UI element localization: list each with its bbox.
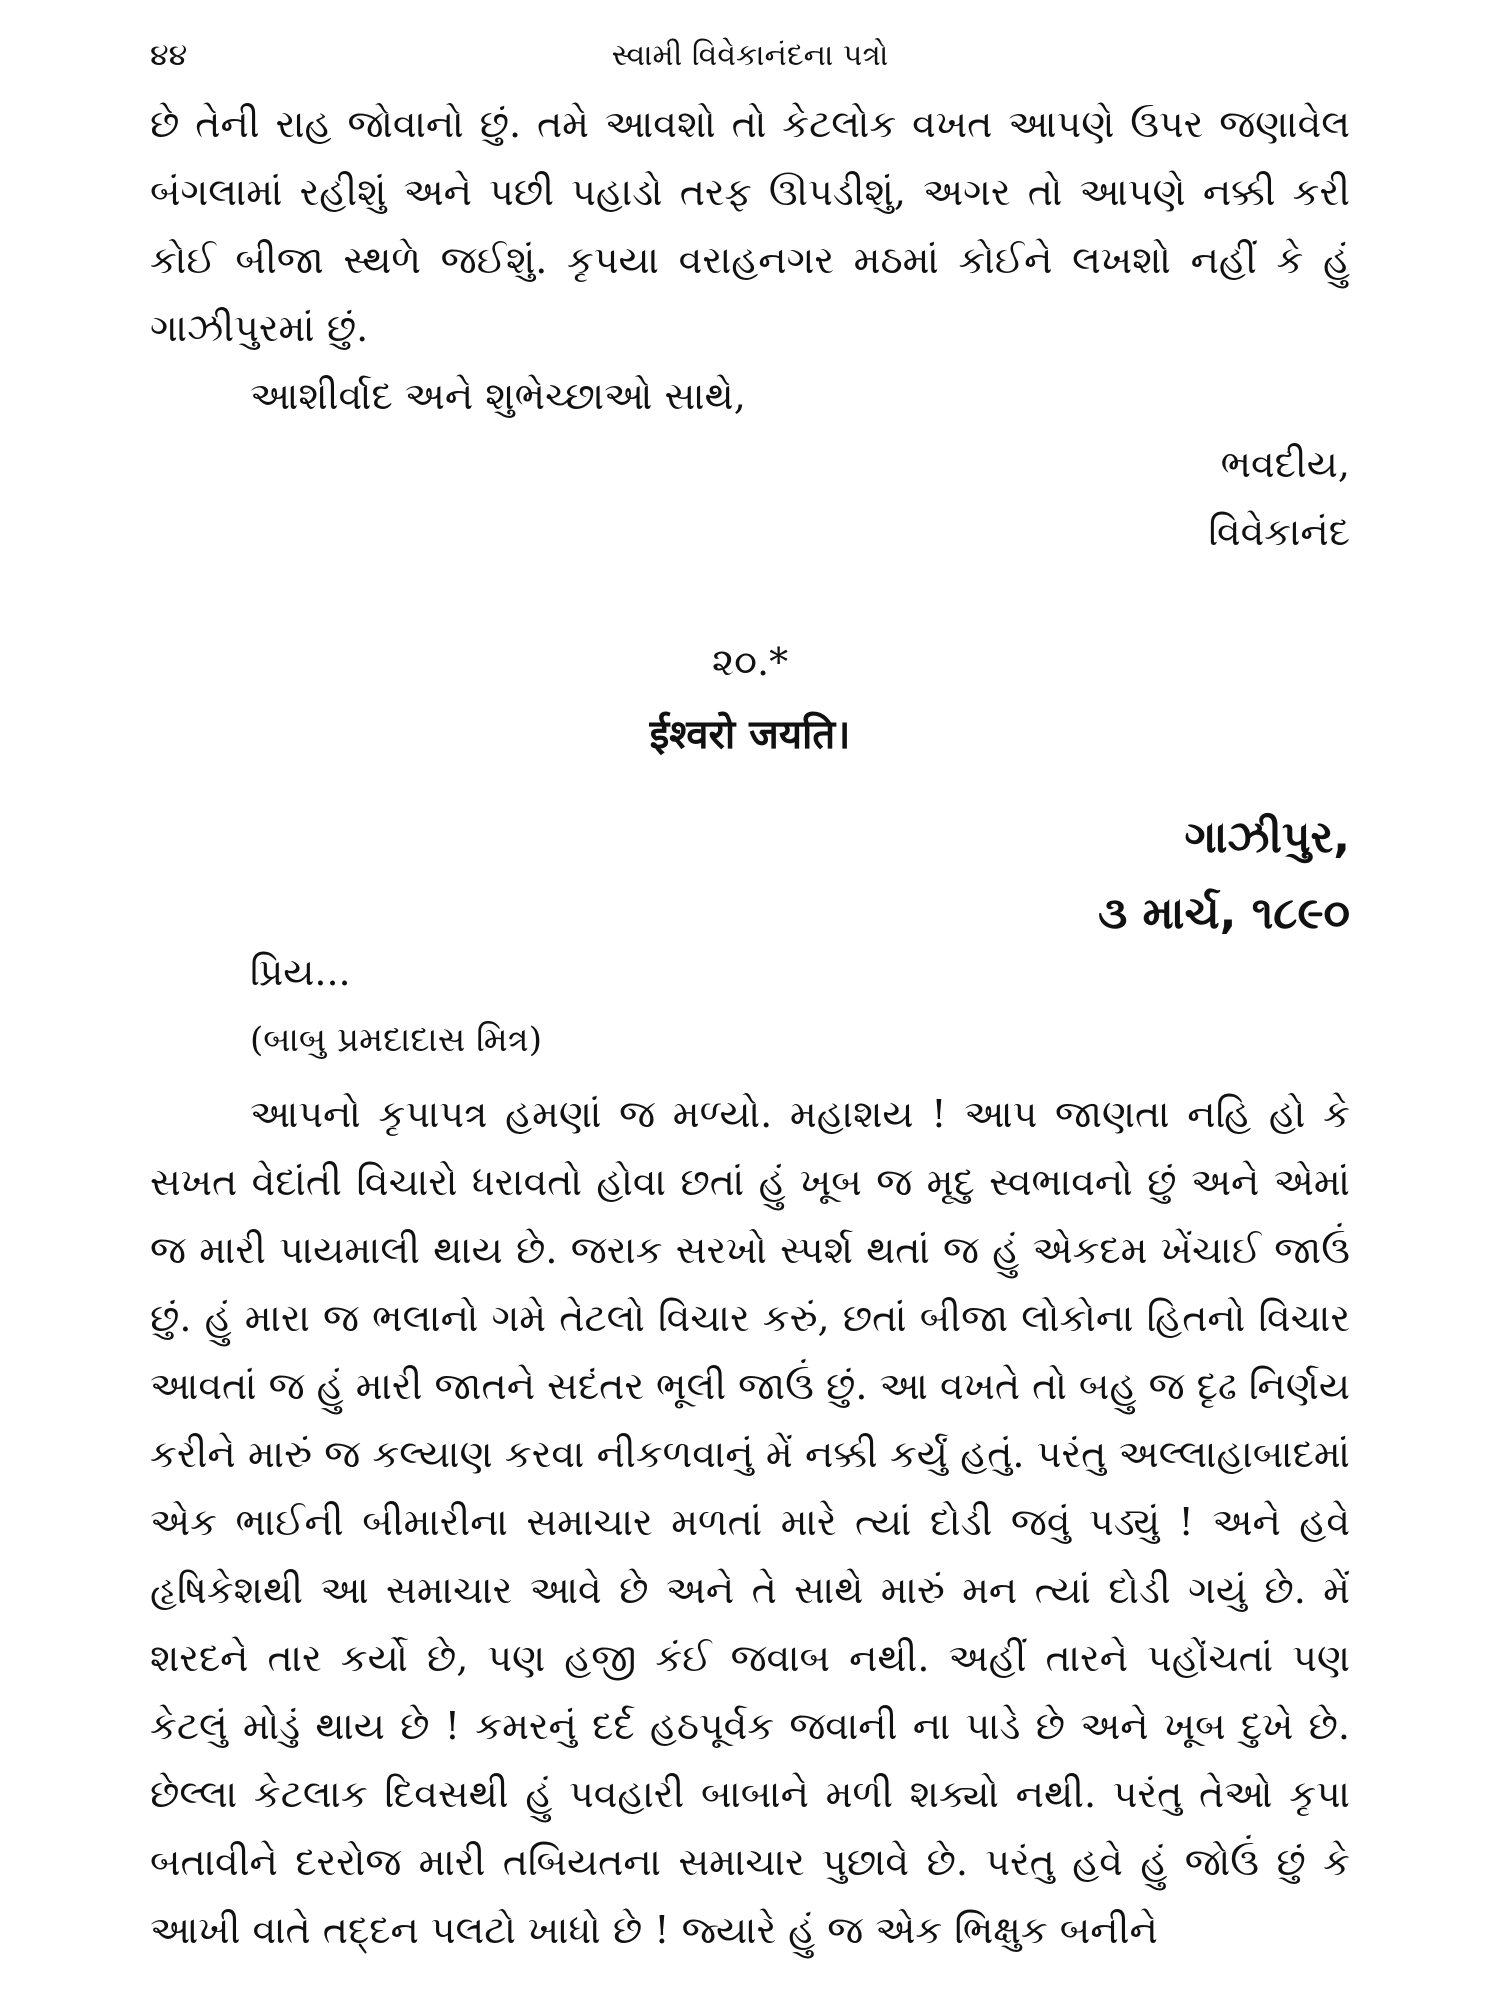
letter-body-paragraph: આપનો કૃપાપત્ર હમણાં જ મળ્યો. મહાશય ! આપ જાણતા નહિ હો કે સખત વેદાંતી વિચારો ધરાવતો હોવા છતાં હું ખૂબ જ મૃદુ સ્વભાવનો છું અને એમાં જ મારી પાયમાલી થાય છે. જરાક સરખો સ્પર્શ થતાં જ હું એકદમ ખેંચાઈ જાઉં છું. હું મારા જ ભલાનો ગમે તેટલો વિચાર કરું, છતાં બીજા લોકોના હિતનો વિચાર આવતાં જ હું મારી જાતને સદંતર ભૂલી જાઉં છું. આ વખતે તો બહુ જ દૃઢ નિર્ણય કરીને મારું જ કલ્યાણ કરવા નીકળવાનું મેં નક્કી કર્યું હતું. પરંતુ અલ્લાહાબાદમાં એક ભાઈની બીમારીના સમાચાર મળતાં મારે ત્યાં દોડી જવું પડ્યું ! અને હવે હૃષિકેશથી આ સમાચાર આવે છે અને તે સાથે મારું મન ત્યાં દોડી ગયું છે. મેં શરદને તાર કર્યો છે, પણ હજી કંઈ જવાબ નથી. અહીં તારને પહોંચતાં પણ કેટલું મોડું થાય છે ! કમરનું દર્દ હઠપૂર્વક જવાની ના પાડે છે અને ખૂબ દુખે છે. છેલ્લા કેટલાક દિવસથી હું પવહારી બાબાને મળી શક્યો નથી. પરંતુ તેઓ કૃપા બતાવીને દરરોજ મારી તબિયતના સમાચાર પુછાવે છે. પરંતુ હવે હું જોઉં છું કે આખી વાતે તદ્દન પલટો ખાધો છે ! જ્યારે હું જ એક ભિક્ષુક બનીને — [150, 1092, 1350, 1952]
letter-number: ૨૦.* — [711, 640, 789, 684]
signoff-block — [1208, 430, 1350, 566]
signature: વિવેકાનંદ — [1208, 510, 1350, 554]
closing-line: આશીર્વાદ અને શુભેચ્છાઓ સાથે, — [250, 374, 746, 418]
running-head — [150, 38, 1350, 78]
letter-place: ગાઝીપુર, — [1184, 812, 1350, 863]
salutation: પ્રિય... — [250, 950, 351, 994]
continued-letter — [150, 90, 1350, 430]
invocation-heading: ईश्वरो जयति। — [649, 712, 851, 758]
page-number: ૪૪ — [150, 38, 188, 73]
recipient-note: (બાબુ પ્રમદાદાસ મિત્ર) — [250, 1020, 542, 1060]
dateline — [1098, 800, 1350, 952]
letter-body — [150, 1080, 1350, 1964]
book-title: સ્વામી વિવેકાનંદના પત્રો — [611, 38, 889, 73]
valediction: ભવદીય, — [1220, 442, 1350, 486]
letter-date: ૩ માર્ચ, ૧૮૯૦ — [1098, 888, 1350, 939]
continued-paragraph: છે તેની રાહ જોવાનો છું. તમે આવશો તો કેટલોક વખત આપણે ઉપર જણાવેલ બંગલામાં રહીશું અને પછી પહાડો તરફ ઊપડીશું, અગર તો આપણે નક્કી કરી કોઈ બીજા સ્થળે જઈશું. કૃપયા વરાહનગર મઠમાં કોઈને લખશો નહીં કે હું ગાઝીપુરમાં છું. — [150, 102, 1350, 350]
